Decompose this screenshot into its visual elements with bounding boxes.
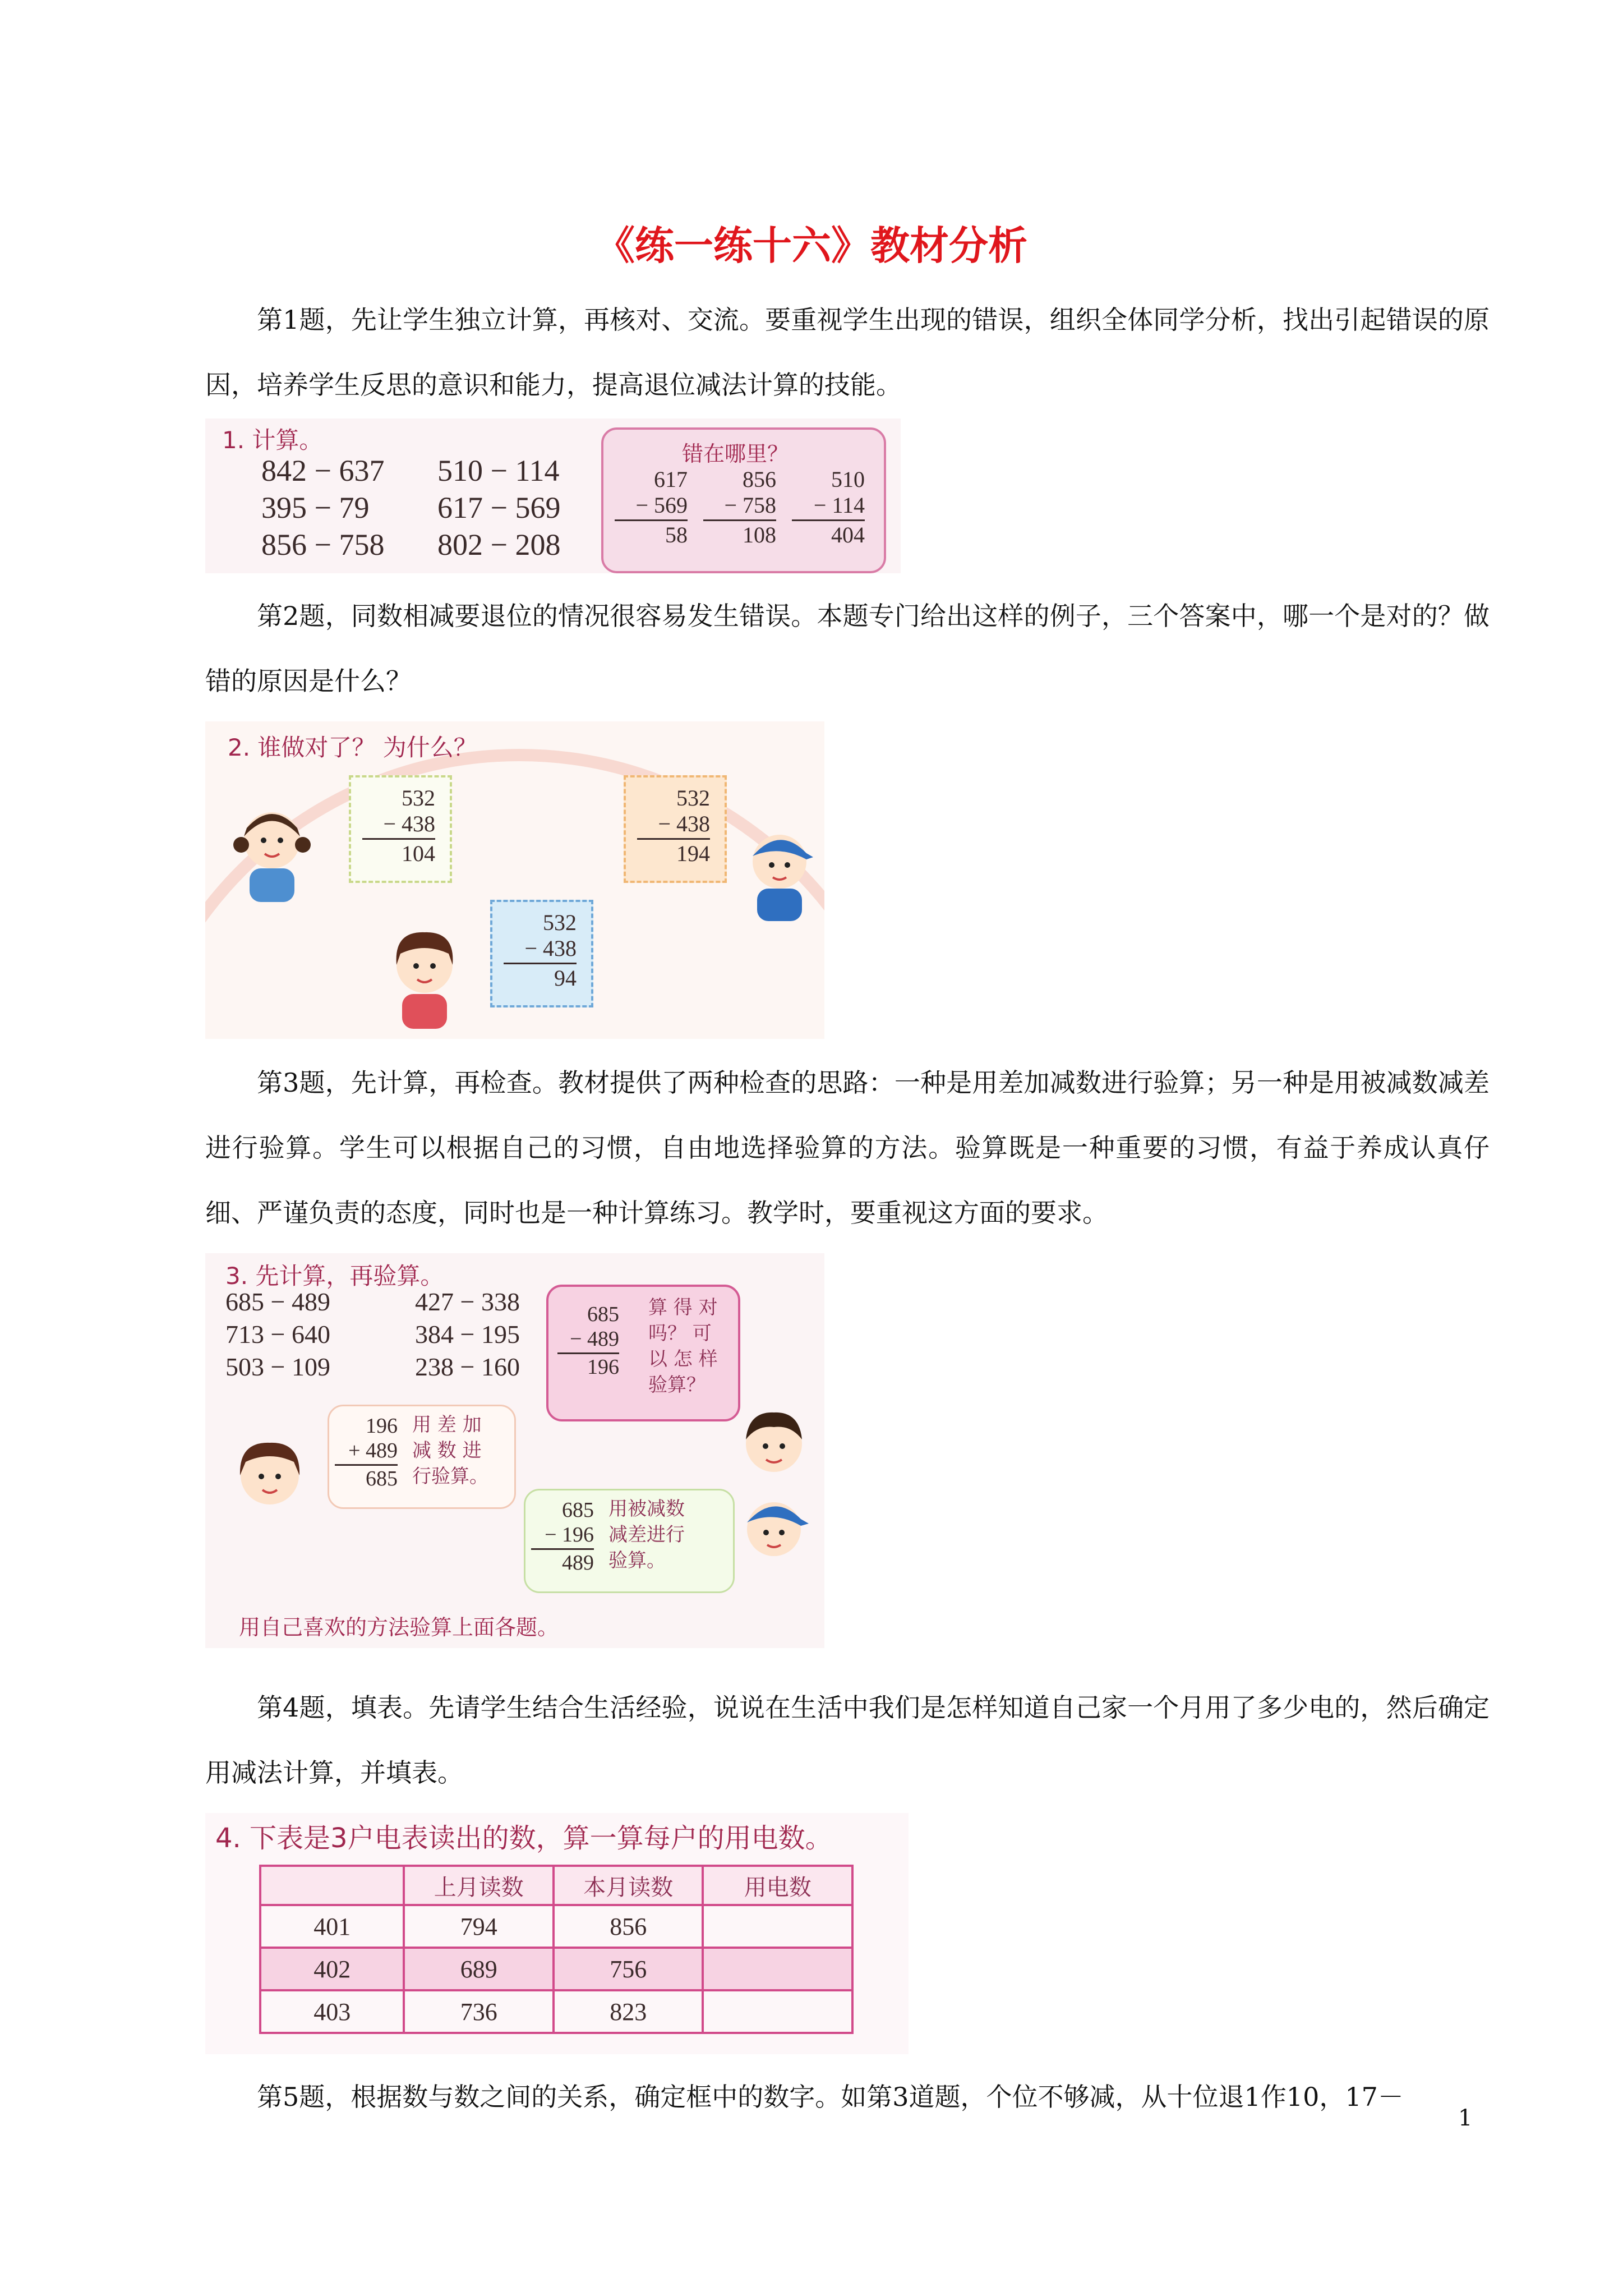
vertical-calculation: 532 − 438 104 [362, 785, 435, 867]
figure-exercise-2 [205, 721, 824, 1039]
girl-avatar-icon [228, 1430, 312, 1520]
check-method-text: 用 差 加 减 数 进 行验算。 [412, 1414, 488, 1488]
figure-exercise-4 [205, 1813, 909, 2054]
vertical-calculation: 532 − 438 94 [504, 910, 577, 991]
answer-box-2 [624, 775, 727, 883]
table-cell: 401 [260, 1905, 404, 1948]
table-cell: 794 [404, 1905, 554, 1948]
expression: 395 − 79 [261, 491, 370, 524]
page-title: 《练一练十六》教材分析 [596, 222, 1027, 269]
expression: 510 − 114 [437, 454, 560, 487]
boy-avatar-icon [740, 822, 819, 923]
vertical-calculation: 617 − 569 58 [615, 467, 688, 548]
paragraph-5: 第5题，根据数与数之间的关系，确定框中的数字。如第3道题，个位不够减，从十位退1作10，17－ [257, 2082, 1404, 2112]
girl-avatar-icon [382, 926, 467, 1032]
vertical-calculation: 856 − 758 108 [703, 467, 776, 548]
vertical-calculation: 685 − 489 196 [557, 1303, 619, 1380]
electricity-table [259, 1865, 854, 2034]
paragraph-3: 第3题，先计算，再检查。教材提供了两种检查的思路：一种是用差加减数进行验算；另一种是用被减数减差进行验算。学生可以根据自己的习惯，自由地选择验算的方法。验算既是一种重要的习惯，有益于养成认真仔细、严谨负责的态度，同时也是一种计算练习。教学时，要重视这方面的要求。 [205, 1068, 1490, 1228]
vertical-calculation: 532 − 438 194 [637, 785, 710, 867]
exercise-3-footer: 用自己喜欢的方法验算上面各题。 [239, 1615, 559, 1640]
girl-avatar-icon [230, 806, 314, 907]
table-header: 用电数 [703, 1866, 852, 1905]
expression: 384 − 195 [415, 1320, 520, 1349]
exercise-1-heading: 1. 计算。 [222, 426, 323, 454]
answer-box-1 [349, 775, 452, 883]
table-header: 上月读数 [404, 1866, 554, 1905]
figure-exercise-1 [205, 418, 901, 573]
vertical-calculation: 510 − 114 404 [792, 467, 865, 548]
expression: 617 − 569 [437, 491, 561, 524]
expression: 685 − 489 [225, 1287, 330, 1316]
paragraph-1: 第1题，先让学生独立计算，再核对、交流。要重视学生出现的错误，组织全体同学分析，找出引起错误的原因，培养学生反思的意识和能力，提高退位减法计算的技能。 [205, 305, 1490, 400]
table-cell [703, 1948, 852, 1990]
table-cell: 402 [260, 1948, 404, 1990]
boy-avatar-icon [735, 1484, 813, 1568]
check-method-text: 用被减数 减差进行 验算。 [608, 1498, 685, 1572]
paragraph-4: 第4题，填表。先请学生结合生活经验，说说在生活中我们是怎样知道自己家一个月用了多少电的，然后确定用减法计算，并填表。 [205, 1692, 1490, 1788]
exercise-3-heading: 3. 先计算，再验算。 [225, 1262, 444, 1290]
table-cell [703, 1990, 852, 2033]
expression: 238 − 160 [415, 1352, 520, 1381]
table-row [260, 1948, 852, 1990]
table-cell: 856 [554, 1905, 703, 1948]
expression: 713 − 640 [225, 1320, 330, 1349]
page-number: 1 [1458, 2105, 1473, 2131]
expression: 802 − 208 [437, 528, 561, 562]
table-cell: 756 [554, 1948, 703, 1990]
table-cell: 403 [260, 1990, 404, 2033]
table-row [260, 1990, 852, 2033]
vertical-calculation: 685 − 196 489 [531, 1498, 594, 1576]
boy-avatar-icon [735, 1400, 813, 1484]
check-bubble-2 [524, 1489, 735, 1593]
question-bubble [546, 1285, 740, 1421]
figure-exercise-3 [205, 1253, 824, 1648]
bubble-question-text: 算 得 对 吗？ 可 以 怎 样 验算？ [648, 1296, 718, 1396]
table-cell: 736 [404, 1990, 554, 2033]
paragraph-2: 第2题，同数相减要退位的情况很容易发生错误。本题专门给出这样的例子，三个答案中，哪一个是对的？做错的原因是什么？ [205, 601, 1490, 696]
table-row [260, 1905, 852, 1948]
exercise-4-heading: 4. 下表是3户电表读出的数，算一算每户的用电数。 [215, 1823, 832, 1854]
table-cell [703, 1905, 852, 1948]
vertical-calculation: 196 + 489 685 [335, 1414, 398, 1492]
bubble-title: 错在哪里？ [682, 441, 789, 466]
exercise-2-heading: 2. 谁做对了？ 为什么？ [228, 734, 477, 761]
table-header: 本月读数 [554, 1866, 703, 1905]
expression: 856 − 758 [261, 528, 385, 562]
table-cell: 689 [404, 1948, 554, 1990]
expression: 842 − 637 [261, 454, 385, 487]
table-cell: 823 [554, 1990, 703, 2033]
check-bubble-1 [328, 1405, 516, 1509]
expression: 503 − 109 [225, 1352, 330, 1381]
answer-box-3 [490, 900, 593, 1007]
table-header [260, 1866, 404, 1905]
error-bubble [601, 427, 886, 573]
expression: 427 − 338 [415, 1287, 520, 1316]
